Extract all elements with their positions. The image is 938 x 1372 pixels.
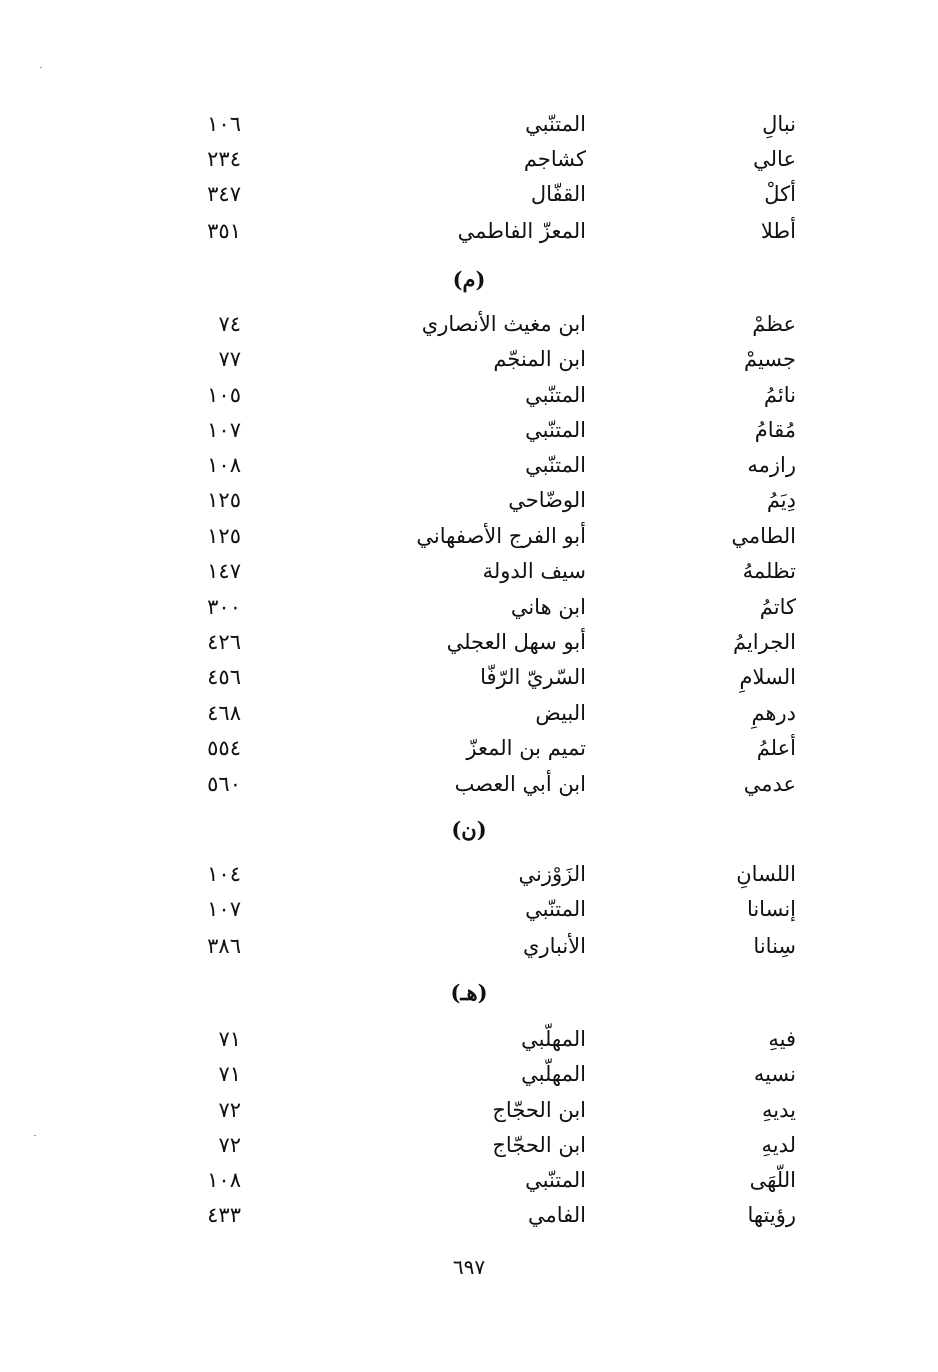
rhyme-word: درهمِ	[751, 701, 796, 725]
page-reference: ١٢٥	[207, 488, 241, 512]
rhyme-word: إنسانا	[746, 897, 796, 921]
index-row	[0, 695, 938, 731]
poet-name: المتنّبي	[525, 1168, 586, 1192]
index-row	[0, 1092, 938, 1128]
page-reference: ١٠٥	[207, 383, 241, 407]
index-row	[0, 176, 938, 212]
index-row	[0, 1127, 938, 1163]
page-reference: ١٠٦	[207, 112, 241, 136]
rhyme-word: جسيمْ	[743, 347, 796, 371]
rhyme-word: دِيَمُ	[766, 488, 796, 512]
index-row	[0, 377, 938, 413]
page-reference: ٧٤	[218, 312, 241, 336]
poet-name: ابن هاني	[510, 595, 586, 619]
poet-name: أبو الفرج الأصفهاني	[416, 524, 586, 548]
poet-name: المتنّبي	[525, 897, 586, 921]
poet-name: ابن الحجّاج	[492, 1098, 586, 1122]
index-row	[0, 659, 938, 695]
page-reference: ٣٥١	[207, 219, 241, 243]
rhyme-word: اللّهَى	[749, 1168, 796, 1192]
rhyme-word: الجرايمُ	[732, 630, 796, 654]
poet-name: ابن مغيث الأنصاري	[421, 312, 586, 336]
index-row	[0, 447, 938, 483]
page-reference: ٤٦٨	[207, 701, 241, 725]
rhyme-word: الطامي	[731, 524, 796, 548]
section-header: (م)	[452, 267, 486, 292]
index-row	[0, 1021, 938, 1057]
page-reference: ٧١	[218, 1062, 241, 1086]
index-row	[0, 141, 938, 177]
section-header: (ن)	[451, 817, 487, 842]
page-reference: ١٠٨	[207, 1168, 241, 1192]
index-row	[0, 213, 938, 249]
page-reference: ٤٥٦	[207, 665, 241, 689]
rhyme-word: نبالِ	[762, 112, 796, 136]
poet-name: تميم بن المعزّ	[466, 736, 586, 760]
poet-name: سيف الدولة	[482, 559, 586, 583]
index-row	[0, 482, 938, 518]
index-row	[0, 341, 938, 377]
poet-name: السّريّ الرّفّا	[480, 665, 586, 689]
page-number: ٦٩٧	[452, 1255, 486, 1279]
poet-name: ابن الحجّاج	[492, 1133, 586, 1157]
index-row	[0, 730, 938, 766]
rhyme-word: نائمُ	[763, 383, 796, 407]
poet-name: المتنّبي	[525, 453, 586, 477]
poet-name: البيض	[535, 701, 586, 725]
index-row	[0, 1197, 938, 1233]
poet-name: الأنباري	[523, 934, 586, 958]
poet-name: الفامي	[527, 1203, 586, 1227]
rhyme-word: أعلمُ	[756, 736, 796, 760]
rhyme-word: رؤيتها	[747, 1203, 796, 1227]
page-reference: ٤٣٣	[207, 1203, 241, 1227]
index-row	[0, 891, 938, 927]
rhyme-word: مُقامُ	[754, 418, 796, 442]
page-reference: ٧٢	[218, 1133, 241, 1157]
page-reference: ٣٨٦	[207, 934, 241, 958]
page-reference: ٥٥٤	[207, 736, 241, 760]
poet-name: ابن المنجّم	[493, 347, 586, 371]
rhyme-word: أطلا	[760, 219, 796, 243]
page-reference: ١٢٥	[207, 524, 241, 548]
poet-name: القفّال	[530, 182, 586, 206]
page-reference: ١٠٧	[207, 418, 241, 442]
poet-name: المتنّبي	[525, 418, 586, 442]
rhyme-word: تظلمهُ	[742, 559, 796, 583]
rhyme-word: يديهِ	[762, 1098, 796, 1122]
rhyme-word: نسيه	[753, 1062, 796, 1086]
index-row	[0, 766, 938, 802]
poet-name: المتنّبي	[525, 383, 586, 407]
poet-name: المهلّبي	[521, 1027, 586, 1051]
rhyme-word: السلامِ	[739, 665, 796, 689]
poet-name: أبو سهل العجلي	[446, 630, 586, 654]
page-reference: ٧٢	[218, 1098, 241, 1122]
page-reference: ١٠٤	[207, 862, 241, 886]
page-reference: ١٤٧	[207, 559, 241, 583]
index-row	[0, 306, 938, 342]
page-reference: ٧٧	[218, 347, 241, 371]
rhyme-word: عالي	[753, 147, 796, 171]
section-header: (هـ)	[450, 980, 488, 1005]
index-row	[0, 589, 938, 625]
page-reference: ١٠٨	[207, 453, 241, 477]
rhyme-word: كاتمُ	[759, 595, 796, 619]
rhyme-word: سِنانا	[753, 934, 796, 958]
page-reference: ٣٠٠	[207, 595, 241, 619]
index-row	[0, 624, 938, 660]
index-row	[0, 856, 938, 892]
page-reference: ٣٤٧	[207, 182, 241, 206]
poet-name: الوضّاحي	[508, 488, 586, 512]
rhyme-word: فيهِ	[768, 1027, 796, 1051]
index-row	[0, 928, 938, 964]
poet-name: كشاجم	[523, 147, 586, 171]
poet-name: المتنّبي	[525, 112, 586, 136]
rhyme-word: أكلْ	[764, 182, 796, 206]
poet-name: المهلّبي	[521, 1062, 586, 1086]
rhyme-word: اللسانِ	[736, 862, 796, 886]
page-reference: ١٠٧	[207, 897, 241, 921]
index-row	[0, 412, 938, 448]
scan-speck	[40, 67, 42, 68]
poet-name: الزَوْزني	[518, 862, 586, 886]
index-row	[0, 553, 938, 589]
poet-name: المعزّ الفاطمي	[457, 219, 586, 243]
page-reference: ٥٦٠	[207, 772, 241, 796]
page-reference: ٤٢٦	[207, 630, 241, 654]
page-reference: ٧١	[218, 1027, 241, 1051]
rhyme-word: رازمه	[747, 453, 796, 477]
index-row	[0, 106, 938, 142]
rhyme-word: عدمي	[743, 772, 796, 796]
rhyme-word: لديهِ	[761, 1133, 796, 1157]
index-row	[0, 1056, 938, 1092]
page-reference: ٢٣٤	[207, 147, 241, 171]
index-row	[0, 518, 938, 554]
poet-name: ابن أبي العصب	[454, 772, 586, 796]
index-row	[0, 1162, 938, 1198]
rhyme-word: عظمْ	[752, 312, 796, 336]
